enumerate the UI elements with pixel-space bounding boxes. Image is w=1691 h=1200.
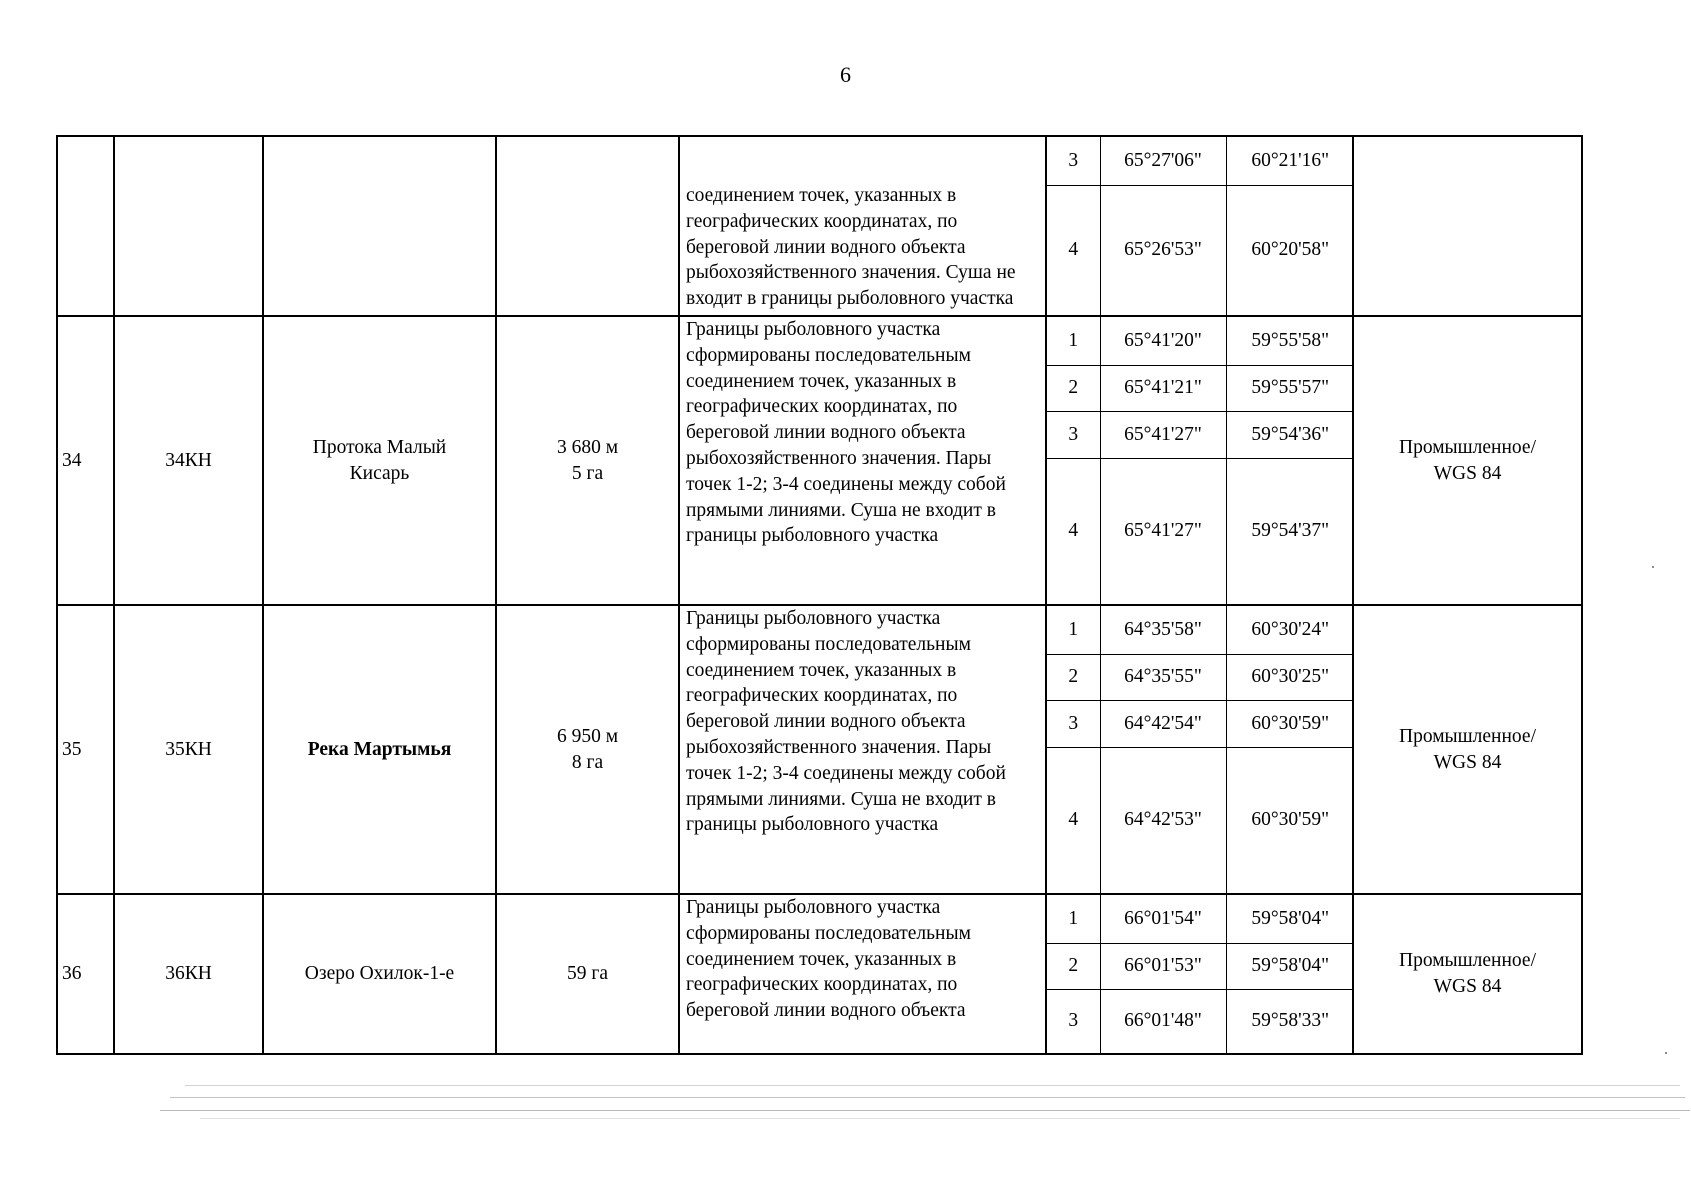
area-size: 59 га <box>496 894 679 1054</box>
coordinates-table <box>1047 895 1354 1053</box>
coordinate-row <box>1047 606 1354 654</box>
coordinates-cell <box>1046 136 1353 316</box>
area-code: 34КН <box>114 316 263 605</box>
latitude: 64°35'58" <box>1100 606 1226 654</box>
point-number: 4 <box>1047 747 1100 893</box>
longitude: 60°30'59" <box>1226 700 1354 747</box>
latitude: 64°42'53" <box>1100 747 1226 893</box>
row-number: 35 <box>57 605 114 894</box>
point-number: 3 <box>1047 411 1100 458</box>
boundary-description: Границы рыболовного участка сформированы последовательным соединением точек, указанных в географических координатах, по береговой линии водного объекта <box>679 894 1046 1054</box>
water-body-name: Река Мартымья <box>263 605 496 894</box>
coordinate-row <box>1047 317 1354 365</box>
longitude: 59°54'37" <box>1226 458 1354 604</box>
longitude: 60°30'25" <box>1226 654 1354 700</box>
usage-type: Промышленное/ WGS 84 <box>1353 894 1582 1054</box>
latitude: 64°35'55" <box>1100 654 1226 700</box>
scan-artifact-dot <box>1665 1052 1667 1054</box>
area-code: 36КН <box>114 894 263 1054</box>
fishing-areas-table <box>56 135 1583 1055</box>
longitude: 59°55'58" <box>1226 317 1354 365</box>
area-size: 6 950 м 8 га <box>496 605 679 894</box>
latitude: 66°01'48" <box>1100 989 1226 1053</box>
area-code <box>114 136 263 316</box>
longitude: 60°21'16" <box>1226 137 1354 185</box>
longitude: 59°58'04" <box>1226 895 1354 943</box>
point-number: 3 <box>1047 700 1100 747</box>
latitude: 65°41'27" <box>1100 458 1226 604</box>
latitude: 66°01'54" <box>1100 895 1226 943</box>
longitude: 60°30'59" <box>1226 747 1354 893</box>
water-body-name <box>263 136 496 316</box>
usage-type: Промышленное/ WGS 84 <box>1353 605 1582 894</box>
longitude: 60°30'24" <box>1226 606 1354 654</box>
point-number: 1 <box>1047 317 1100 365</box>
point-number: 4 <box>1047 458 1100 604</box>
longitude: 60°20'58" <box>1226 185 1354 315</box>
coordinates-table <box>1047 317 1354 604</box>
longitude: 59°54'36" <box>1226 411 1354 458</box>
latitude: 64°42'54" <box>1100 700 1226 747</box>
row-number <box>57 136 114 316</box>
scan-artifact-line <box>170 1097 1685 1098</box>
scan-artifact-line <box>160 1110 1690 1111</box>
boundary-description: Границы рыболовного участка сформированы последовательным соединением точек, указанных в географических координатах, по береговой линии водного объекта рыбохозяйственного значения. Пары точек 1-2; 3-4 соединены между собой прямыми линиями. Суша не входит в границы рыболовного участка <box>679 605 1046 894</box>
point-number: 3 <box>1047 989 1100 1053</box>
longitude: 59°55'57" <box>1226 365 1354 411</box>
coordinate-row <box>1047 895 1354 943</box>
coordinates-cell <box>1046 605 1353 894</box>
latitude: 65°41'20" <box>1100 317 1226 365</box>
coordinate-row <box>1047 365 1354 411</box>
table-row <box>57 605 1582 894</box>
latitude: 66°01'53" <box>1100 943 1226 989</box>
coordinates-table <box>1047 137 1354 315</box>
point-number: 2 <box>1047 654 1100 700</box>
point-number: 1 <box>1047 606 1100 654</box>
table-row <box>57 136 1582 316</box>
area-size: 3 680 м 5 га <box>496 316 679 605</box>
coordinate-row <box>1047 989 1354 1053</box>
coordinate-row <box>1047 137 1354 185</box>
point-number: 2 <box>1047 943 1100 989</box>
table-row <box>57 316 1582 605</box>
longitude: 59°58'04" <box>1226 943 1354 989</box>
coordinate-row <box>1047 458 1354 604</box>
coordinate-row <box>1047 185 1354 315</box>
coordinate-row <box>1047 411 1354 458</box>
usage-type <box>1353 136 1582 316</box>
area-size <box>496 136 679 316</box>
latitude: 65°27'06" <box>1100 137 1226 185</box>
coordinate-row <box>1047 943 1354 989</box>
row-number: 36 <box>57 894 114 1054</box>
coordinate-row <box>1047 654 1354 700</box>
coordinates-cell <box>1046 316 1353 605</box>
water-body-name: Озеро Охилок-1-е <box>263 894 496 1054</box>
coordinates-table <box>1047 606 1354 893</box>
latitude: 65°41'21" <box>1100 365 1226 411</box>
boundary-description: соединением точек, указанных в географических координатах, по береговой линии водного объекта рыбохозяйственного значения. Суша не входит в границы рыболовного участка <box>679 136 1046 316</box>
scan-artifact-line <box>185 1085 1680 1086</box>
page-number: 6 <box>840 62 851 87</box>
latitude: 65°26'53" <box>1100 185 1226 315</box>
water-body-name: Протока Малый Кисарь <box>263 316 496 605</box>
coordinate-row <box>1047 700 1354 747</box>
scan-artifact-dot <box>1652 566 1654 568</box>
latitude: 65°41'27" <box>1100 411 1226 458</box>
coordinate-row <box>1047 747 1354 893</box>
scan-artifact-line <box>200 1118 1680 1119</box>
row-number: 34 <box>57 316 114 605</box>
table-row <box>57 894 1582 1054</box>
point-number: 4 <box>1047 185 1100 315</box>
longitude: 59°58'33" <box>1226 989 1354 1053</box>
usage-type: Промышленное/ WGS 84 <box>1353 316 1582 605</box>
point-number: 3 <box>1047 137 1100 185</box>
coordinates-cell <box>1046 894 1353 1054</box>
point-number: 1 <box>1047 895 1100 943</box>
boundary-description: Границы рыболовного участка сформированы последовательным соединением точек, указанных в географических координатах, по береговой линии водного объекта рыбохозяйственного значения. Пары точек 1-2; 3-4 соединены между собой прямыми линиями. Суша не входит в границы рыболовного участка <box>679 316 1046 605</box>
point-number: 2 <box>1047 365 1100 411</box>
area-code: 35КН <box>114 605 263 894</box>
